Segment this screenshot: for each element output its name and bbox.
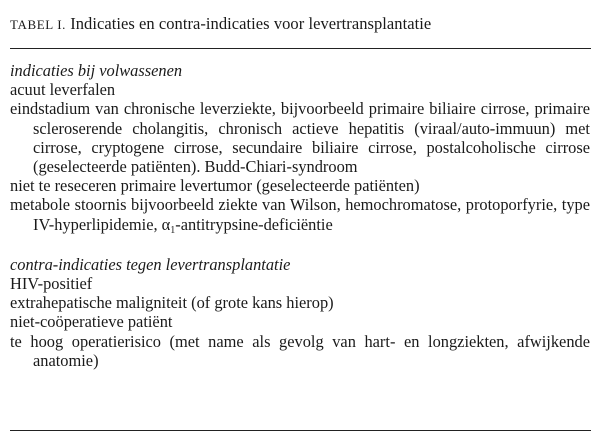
- indication-item-metabolic: [10, 195, 590, 239]
- indication-item: niet te reseceren primaire levertumor (geselecteerde patiënten): [10, 176, 420, 196]
- alpha-symbol: α: [161, 214, 171, 234]
- metabolic-text-suffix: -antitrypsine-deficiëntie: [175, 214, 333, 234]
- contraindication-item: niet-coöperatieve patiënt: [10, 312, 173, 332]
- indications-heading: indicaties bij volwassenen: [10, 61, 183, 80]
- contraindication-item: extrahepatische maligniteit (of grote kans hierop): [10, 293, 334, 313]
- bottom-rule: [10, 430, 591, 431]
- indication-item: acuut leverfalen: [10, 80, 116, 100]
- alpha-subscript: 1: [170, 224, 176, 236]
- section-gap: [10, 240, 590, 255]
- indication-item: eindstadium van chronische leverziekte, bijvoorbeeld primaire biliaire cirrose, primaire scleroserende cholangitis, chronisch actieve hepatitis (viraal/auto-immuun) met cirrose, cryptogene cirrose, secundaire biliaire cirrose, postalcoholische cirrose (geselecteerde patiënten). Budd-Chiari-syndroom: [10, 99, 590, 177]
- indications-section: [10, 61, 590, 370]
- contraindication-item: te hoog operatierisico (met name als gevolg van hart- en longziekten, afwijkende anatomie): [10, 331, 590, 370]
- table-title: Indicaties en contra-indicaties voor levertransplantatie: [70, 14, 432, 33]
- contraindications-heading: contra-indicaties tegen levertransplantatie: [10, 254, 291, 274]
- table-caption: [10, 14, 431, 34]
- table-label: TABEL I.: [10, 17, 66, 32]
- top-rule: [10, 48, 591, 49]
- contraindication-item: HIV-positief: [10, 274, 93, 294]
- metabolic-text: metabole stoornis bijvoorbeeld ziekte van Wilson, hemochromatose, protoporfyrie, type IV-hyperlipidemie,: [10, 195, 590, 234]
